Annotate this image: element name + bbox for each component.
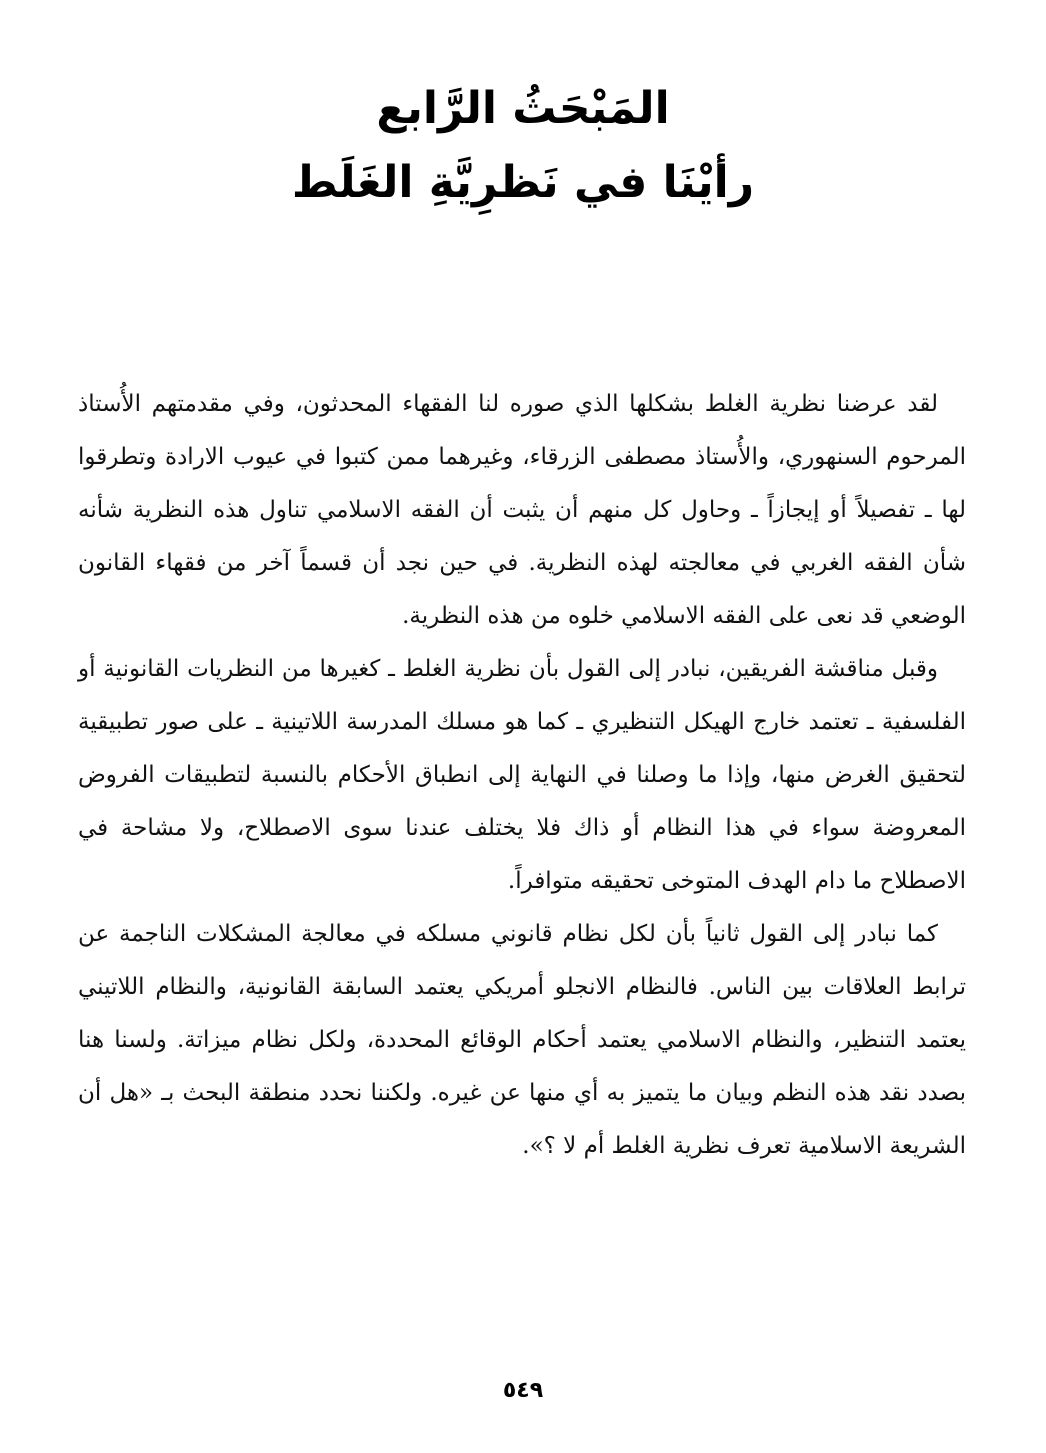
paragraph-2: وقبل مناقشة الفريقين، نبادر إلى القول بأن نظرية الغلط ـ كغيرها من النظريات القانونية أو الفلسفية ـ تعتمد خارج الهيكل التنظيري ـ كما هو مسلك المدرسة اللاتينية ـ على صور تطبيقية لتحقيق الغرض منها، وإذا ما وصلنا في النهاية إلى انطباق الأحكام بالنسبة لتطبيقات الفروض المعروضة سواء في هذا النظام أو ذاك فلا يختلف عندنا سوى الاصطلاح، ولا مشاحة في الاصطلاح ما دام الهدف المتوخى تحقيقه متوافراً. — [78, 656, 966, 894]
paragraph-3: كما نبادر إلى القول ثانياً بأن لكل نظام قانوني مسلكه في معالجة المشكلات الناجمة عن ترابط العلاقات بين الناس. فالنظام الانجلو أمريكي يعتمد السابقة القانونية، والنظام اللاتيني يعتمد التنظير، والنظام الاسلامي يعتمد أحكام الوقائع المحددة، ولكل نظام ميزاتة. ولسنا هنا بصدد نقد هذه النظم وبيان ما يتميز به أي منها عن غيره. ولكننا نحدد منطقة البحث بـ «هل أن الشريعة الاسلامية تعرف نظرية الغلط أم لا ؟». — [78, 921, 966, 1159]
section-subtitle: رأيْنَا في نَظرِيَّةِ الغَلَط — [291, 157, 755, 208]
section-title: المَبْحَثُ الرَّابع — [376, 83, 670, 134]
section-heading — [0, 72, 1046, 220]
body-text — [78, 378, 966, 1173]
paragraph-1: لقد عرضنا نظرية الغلط بشكلها الذي صوره لنا الفقهاء المحدثون، وفي مقدمتهم الأُستاذ المرحوم السنهوري، والأُستاذ مصطفى الزرقاء، وغيرهما ممن كتبوا في عيوب الارادة وتطرقوا لها ـ تفصيلاً أو إيجازاً ـ وحاول كل منهم أن يثبت أن الفقه الاسلامي تناول هذه النظرية شأنه شأن الفقه الغربي في معالجته لهذه النظرية. في حين نجد أن قسماً آخر من فقهاء القانون الوضعي قد نعى على الفقه الاسلامي خلوه من هذه النظرية. — [78, 391, 966, 629]
page-number: ٥٤٩ — [502, 1378, 544, 1403]
